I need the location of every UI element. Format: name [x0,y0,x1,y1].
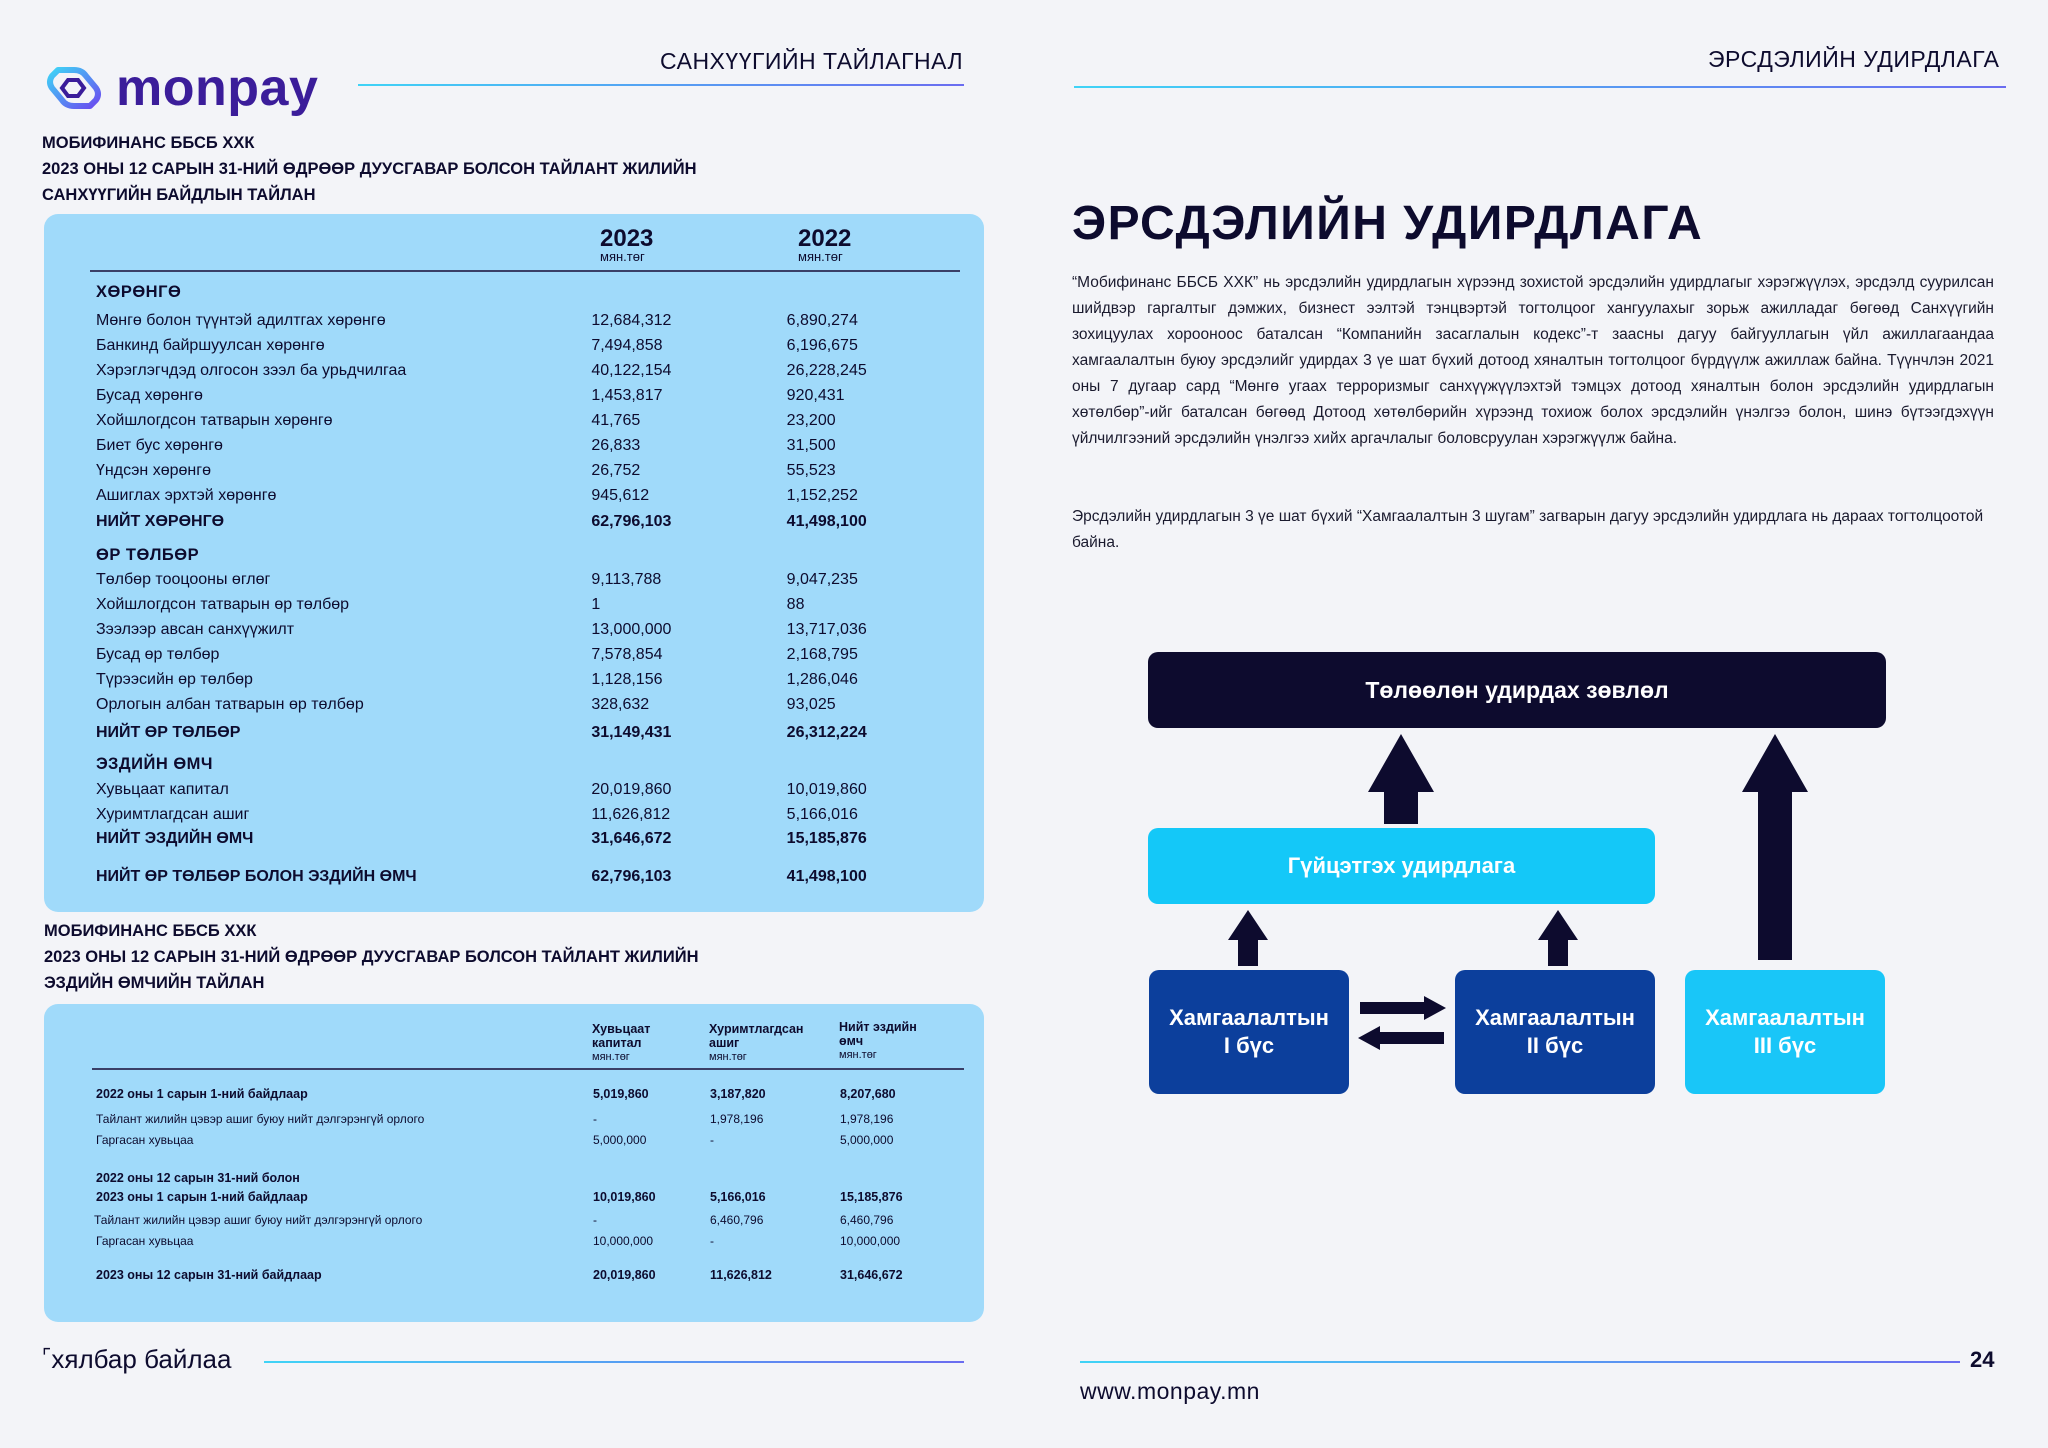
grand-total-row [96,864,984,889]
value-2023: 9,113,788 [591,570,662,588]
cell-retained-earnings: 11,626,812 [710,1268,772,1282]
table-row [96,667,984,692]
row-label: Бусад өр төлбөр [96,645,220,663]
value-2022: 41,498,100 [786,867,867,885]
brand-name: monpay [116,59,319,117]
value-2022: 1,152,252 [786,486,858,504]
risk-paragraph-2: Эрсдэлийн удирдлагын 3 үе шат бүхий “Хамгаалалтын 3 шугам” загварын дагуу эрсдэлийн удирдлага нь дараах тогтолцоотой байна. [1072,508,1984,551]
equity-statement-heading [44,918,699,996]
table-row [96,358,984,383]
value-2023: 26,833 [591,436,641,454]
table-row [96,617,984,642]
heading-line: МОБИФИНАНС ББСБ ХХК [44,922,257,940]
value-2022: 10,019,860 [786,780,867,798]
table-row [96,1231,960,1251]
box-label: I бүс [1223,1033,1275,1058]
col-header-line: өмч [839,1034,864,1048]
box-label: III бүс [1753,1033,1817,1058]
value-2023: 7,578,854 [591,645,663,663]
row-label: Төлбөр тооцооны өглөг [96,570,271,588]
unit-label: мян.төг [600,249,645,264]
table-row [96,692,984,717]
row-label: НИЙТ ЭЗДИЙН ӨМЧ [96,829,254,847]
header-divider-right [1074,86,2006,88]
cell-share-capital: 5,019,860 [593,1087,649,1101]
cell-share-capital: - [593,1213,597,1227]
value-2022: 2,168,795 [786,645,858,663]
bracket-mark: ⌜ [42,1346,52,1368]
box-label: Хамгаалалтын [1705,1005,1865,1030]
table-row [96,592,984,617]
box-label: II бүс [1526,1033,1584,1058]
cell-share-capital: 10,019,860 [593,1190,656,1204]
left-page-title: САНХҮҮГИЙН ТАЙЛАГНАЛ [660,48,964,74]
box-label: Хамгаалалтын [1475,1005,1635,1030]
arrow-up-icon [1228,910,1268,966]
row-label: НИЙТ ӨР ТӨЛБӨР [96,723,241,741]
col-header-line: Хуримтлагдсан [709,1022,804,1036]
value-2023: 12,684,312 [591,311,672,329]
row-label: Гаргасан хувьцаа [96,1234,194,1248]
col-total-equity-header [839,1020,917,1062]
table-row [96,1109,960,1129]
year-label: 2022 [798,225,852,252]
defense-line-1-box [1149,970,1349,1094]
value-2022: 23,200 [786,411,836,429]
website-url[interactable]: www.monpay.mn [1080,1378,1260,1404]
table-row [96,433,984,458]
cell-retained-earnings: 3,187,820 [710,1087,766,1101]
box-label: Төлөөлөн удирдах зөвлөл [1365,676,1669,703]
cell-total-equity: 10,000,000 [840,1234,901,1248]
cell-retained-earnings: 5,166,016 [710,1190,766,1204]
col-header-line: ашиг [709,1036,740,1050]
value-2022: 26,228,245 [786,361,867,379]
row-label: ЭЗДИЙН ӨМЧ [96,755,214,773]
col-header-line: Нийт эздийн [839,1020,917,1034]
row-label: Тайлант жилийн цэвэр ашиг буюу нийт дэлгэрэнгүй орлого [94,1213,423,1227]
equity-statement-panel [44,1004,984,1322]
value-2023: 1,128,156 [591,670,663,688]
cell-total-equity: 8,207,680 [840,1087,896,1101]
table-row [96,802,984,827]
defense-line-2-box [1455,970,1655,1094]
total-row [96,826,984,851]
table-row [96,1265,960,1285]
arrow-up-icon [1368,734,1434,824]
table-row [96,280,984,305]
value-2023: 1 [591,595,601,613]
risk-paragraph-1: “Мобифинанс ББСБ ХХК” нь эрсдэлийн удирдлагын хүрээнд зохистой эрсдэлийн удирдлагыг хэрэгжүүлэх, эрсдэлд суурилсан шийдвэр гаргалтыг дэмжих, бизнест ээлтэй тэнцвэртэй тогтолцоог хангуулахыг зорьж ажилладаг бөгөөд Санхүүгийн зохицуулах хорооноос баталсан “Компанийн засаглалын кодекс”-т заасны дагуу байгууллагын үйл ажиллагаандаа хамгаалалтын буюу эрсдэлийг удирдах 3 үе шат бүхий дотоод хяналтын тогтолцоог бүрдүүлж ажиллаж байна. Түүнчлэн 2021 оны 7 дугаар сард “Мөнгө угаах терроризмыг санхүүжүүлэхтэй тэмцэх дотоод хяналтын болон эрсдэлийн удирдлагын хөтөлбөр”-ийг баталсан бөгөөд Дотоод хөтөлбөрийн хүрээнд тохиож болох эрсдэлийн үнэлгээ болон, шинэ бүтээгдэхүүн үйлчилгээний эрсдэлийн үнэлгээ хийх аргачлалыг боловсруулан хэрэгжүүлж байна. [1072,274,1994,447]
table-row [94,1210,960,1230]
unit-label: мян.төг [709,1051,747,1063]
table-row [96,777,984,802]
col-header-line: Хувьцаат [592,1022,651,1036]
row-label: Хойшлогдсон татварын хөрөнгө [96,411,333,429]
col-share-capital-header [592,1022,650,1064]
unit-label: мян.төг [592,1051,630,1063]
footer-divider-right [1080,1361,1960,1363]
cell-total-equity: 15,185,876 [840,1190,903,1204]
heading-line: САНХҮҮГИЙН БАЙДЛЫН ТАЙЛАН [42,186,316,204]
monpay-logo [44,58,318,118]
arrow-up-icon [1742,734,1808,960]
cell-retained-earnings: - [710,1133,714,1147]
row-label: Мөнгө болон түүнтэй адилтгах хөрөнгө [96,311,386,329]
tagline-text: хялбар байлаа [51,1344,232,1374]
row-label: 2022 оны 1 сарын 1-ний байдлаар [96,1087,308,1101]
row-label: 2023 оны 12 сарын 31-ний байдлаар [96,1268,322,1282]
value-2022: 31,500 [786,436,836,454]
table-row [96,308,984,333]
row-label: 2022 оны 12 сарын 31-ний болон [96,1171,300,1185]
risk-section-title: ЭРСДЭЛИЙН УДИРДЛАГА [1072,197,1704,250]
row-label: Хойшлогдсон татварын өр төлбөр [96,595,350,613]
table-row [96,1168,593,1188]
table-row [96,333,984,358]
value-2022: 6,890,274 [786,311,858,329]
row-label: Түрээсийн өр төлбөр [96,670,253,688]
row-label: Хэрэглэгчдэд олгосон зээл ба урьдчилгаа [96,361,407,379]
footer-divider-left [264,1361,964,1363]
heading-line: МОБИФИНАНС ББСБ ХХК [42,134,255,152]
box-label: Гүйцэтгэх удирдлага [1287,853,1516,878]
value-2023: 62,796,103 [591,867,672,885]
unit-label: мян.төг [798,249,843,264]
value-2023: 13,000,000 [591,620,672,638]
value-2022: 55,523 [786,461,836,479]
value-2023: 26,752 [591,461,641,479]
cell-retained-earnings: 1,978,196 [710,1112,764,1126]
table-row [96,1187,960,1207]
box-label: Хамгаалалтын [1169,1005,1329,1030]
table-row [96,752,984,777]
value-2023: 40,122,154 [591,361,672,379]
col-retained-earnings-header [709,1022,803,1064]
table-row [96,383,984,408]
col-2022-header [798,225,852,264]
value-2022: 920,431 [786,386,845,404]
cell-retained-earnings: 6,460,796 [710,1213,764,1227]
cell-share-capital: 20,019,860 [593,1268,656,1282]
table-header-rule [92,1068,964,1070]
defense-line-3-box [1685,970,1885,1094]
arrow-up-icon [1538,910,1578,966]
table-header-rule [90,270,960,272]
cell-total-equity: 1,978,196 [840,1112,894,1126]
value-2022: 9,047,235 [786,570,858,588]
row-label: Тайлант жилийн цэвэр ашиг буюу нийт дэлгэрэнгүй орлого [96,1112,425,1126]
table-row [96,567,984,592]
header-divider-left [358,84,964,86]
right-page-title: ЭРСДЭЛИЙН УДИРДЛАГА [1708,46,2000,72]
balance-sheet-heading [42,130,697,208]
cell-total-equity: 5,000,000 [840,1133,894,1147]
value-2023: 945,612 [591,486,650,504]
unit-label: мян.төг [839,1049,877,1061]
row-label: ӨР ТӨЛБӨР [96,546,200,564]
value-2023: 7,494,858 [591,336,663,354]
value-2023: 31,149,431 [591,723,672,741]
cell-total-equity: 31,646,672 [840,1268,903,1282]
value-2023: 31,646,672 [591,829,672,847]
table-row [96,543,984,568]
row-label: НИЙТ ХӨРӨНГӨ [96,512,225,530]
value-2022: 88 [786,595,805,613]
cell-retained-earnings: - [710,1234,714,1248]
table-row [96,1130,960,1150]
row-label: НИЙТ ӨР ТӨЛБӨР БОЛОН ЭЗДИЙН ӨМЧ [96,867,417,885]
col-header-line: капитал [592,1036,642,1050]
row-label: Хуримтлагдсан ашиг [96,805,250,823]
heading-line: 2023 ОНЫ 12 САРЫН 31-НИЙ ӨДРӨӨР ДУУСГАВАР БОЛСОН ТАЙЛАНТ ЖИЛИЙН [42,160,697,178]
row-label: Хувьцаат капитал [96,780,229,798]
year-label: 2023 [600,225,654,252]
heading-line: ЭЗДИЙН ӨМЧИЙН ТАЙЛАН [44,974,265,992]
heading-line: 2023 ОНЫ 12 САРЫН 31-НИЙ ӨДРӨӨР ДУУСГАВАР БОЛСОН ТАЙЛАНТ ЖИЛИЙН [44,948,699,966]
value-2022: 6,196,675 [786,336,858,354]
value-2023: 1,453,817 [591,386,663,404]
cell-share-capital: - [593,1112,597,1126]
board-of-directors-box [1148,652,1886,728]
col-2023-header [600,225,654,264]
row-label: Зээлээр авсан санхүүжилт [96,620,295,638]
cell-share-capital: 10,000,000 [593,1234,654,1248]
value-2022: 26,312,224 [786,723,867,741]
row-label: 2023 оны 1 сарын 1-ний байдлаар [96,1190,308,1204]
row-label: Үндсэн хөрөнгө [96,461,211,479]
row-label: Орлогын албан татварын өр төлбөр [96,695,364,713]
table-row [96,458,984,483]
table-row [96,1084,960,1104]
row-label: Гаргасан хувьцаа [96,1133,194,1147]
row-label: Биет бус хөрөнгө [96,436,223,454]
row-label: ХӨРӨНГӨ [96,283,182,301]
monpay-logo-icon [44,64,104,112]
value-2022: 15,185,876 [786,829,867,847]
value-2022: 41,498,100 [786,512,867,530]
table-row [96,408,984,433]
row-label: Банкинд байршуулсан хөрөнгө [96,336,325,354]
executive-management-box [1148,828,1655,904]
value-2023: 11,626,812 [591,805,671,823]
total-row [96,509,984,534]
value-2022: 1,286,046 [786,670,858,688]
cell-total-equity: 6,460,796 [840,1213,894,1227]
value-2023: 62,796,103 [591,512,672,530]
value-2022: 93,025 [786,695,836,713]
value-2023: 20,019,860 [591,780,672,798]
cell-share-capital: 5,000,000 [593,1133,647,1147]
bidirectional-arrow-icon [1356,996,1448,1052]
value-2022: 13,717,036 [786,620,867,638]
page-number: 24 [1970,1347,1995,1372]
table-row [96,642,984,667]
table-row [96,483,984,508]
total-row [96,720,984,745]
row-label: Бусад хөрөнгө [96,386,203,404]
value-2022: 5,166,016 [786,805,858,823]
value-2023: 41,765 [591,411,641,429]
row-label: Ашиглах эрхтэй хөрөнгө [96,486,277,504]
balance-sheet-panel [44,214,984,912]
footer-tagline [42,1344,231,1375]
value-2023: 328,632 [591,695,650,713]
